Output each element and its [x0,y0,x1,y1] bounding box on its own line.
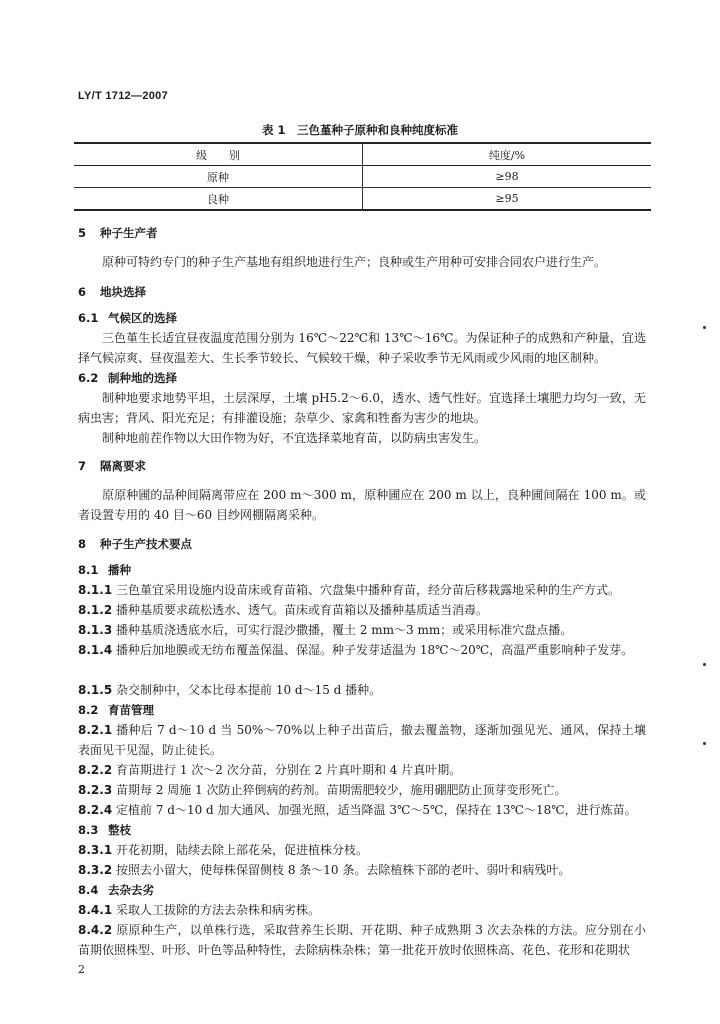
item-text: 按照去小留大，使每株保留侧枝 8 条～10 条。去除植株下部的老叶、弱叶和病残叶。 [116,863,571,877]
item-number: 8.2.3 [78,783,113,797]
table-cell-grade: 原种 [74,166,363,188]
section-6-2-text-2: 制种地前茬作物以大田作物为好，不宜选择菜地育苗，以防病虫害发生。 [102,431,487,445]
section-title: 隔离要求 [100,459,146,473]
section-7-text: 原原种圃的品种间隔离带应在 200 m～300 m，原种圃应在 200 m 以上，良种圃间隔在 100 m。或者设置专用的 40 目～60 目纱网棚隔离采种。 [78,488,646,522]
section-8-2-heading [78,702,154,718]
section-6-heading [78,284,146,300]
table-caption: 表 1 三色堇种子原种和良种纯度标准 [261,123,458,137]
table-row [74,166,651,188]
scan-speck [703,326,706,329]
item-number: 8.1.1 [78,583,113,597]
list-item [78,680,646,700]
section-title: 地块选择 [100,285,146,299]
purity-table [74,142,651,211]
item-text: 定植前 7 d～10 d 加大通风、加强光照，适当降温 3℃～5℃，保持在 13℃～18℃，进行炼苗。 [116,803,637,817]
section-number: 6 [78,285,87,299]
list-item [78,620,646,640]
section-title: 播种 [108,563,131,577]
item-number: 8.1.3 [78,623,113,637]
list-item [78,800,646,820]
item-number: 8.2.4 [78,803,113,817]
item-text: 育苗期进行 1 次～2 次分苗，分别在 2 片真叶期和 4 片真叶期。 [116,763,462,777]
item-number: 8.2.1 [78,723,113,737]
section-6-2-heading [78,370,177,386]
scan-speck [703,742,706,745]
list-item [78,580,646,600]
item-text: 播种后加地膜或无纺布覆盖保温、保湿。种子发芽适温为 18℃～20℃，高温严重影响种子发芽。 [116,643,634,657]
section-6-1-heading [78,310,177,326]
section-7-heading [78,458,146,474]
section-5-text: 原种可特约专门的种子生产基地有组织地进行生产；良种或生产用种可安排合同农户进行生产。 [102,255,607,269]
list-item [78,720,646,760]
item-text: 采取人工拔除的方法去杂株和病劣株。 [116,903,321,917]
list-item [78,900,646,920]
item-number: 8.1.2 [78,603,113,617]
section-number: 8.2 [78,703,99,717]
list-item [78,860,646,880]
item-number: 8.1.4 [78,643,113,657]
section-number: 7 [78,459,87,473]
table-row [74,188,651,211]
section-6-2-text-1: 制种地要求地势平坦，土层深厚，土壤 pH5.2～6.0，透水、透气性好。宜选择土壤肥力均匀一致，无病虫害；背风、阳光充足；有排灌设施；杂草少、家禽和牲畜为害少的地块。 [78,391,646,425]
item-text: 播种基质要求疏松透水、透气。苗床或育苗箱以及播种基质适当消毒。 [116,603,489,617]
section-number: 8 [78,537,87,551]
list-item [78,600,646,620]
section-title: 育苗管理 [108,703,154,717]
section-title: 制种地的选择 [108,371,177,385]
item-number: 8.3.2 [78,863,113,877]
item-number: 8.4.1 [78,903,113,917]
table-header-row [74,143,651,166]
item-number: 8.2.2 [78,763,113,777]
table-cell-purity: ≥95 [363,188,652,211]
item-text: 开花初期，陆续去除上部花朵，促进植株分枝。 [116,843,369,857]
section-8-heading [78,536,192,552]
section-number: 6.1 [78,311,99,325]
table-cell-grade: 良种 [74,188,363,211]
section-title: 整枝 [108,823,131,837]
table-header-purity: 纯度/% [363,143,652,166]
section-title: 种子生产技术要点 [100,537,192,551]
item-text: 苗期每 2 周施 1 次防止猝倒病的药剂。苗期需肥较少，施用硼肥防止顶芽变形死亡。 [116,783,567,797]
table-cell-purity: ≥98 [363,166,652,188]
item-number: 8.1.5 [78,683,113,697]
item-text: 原原种生产，以单株行选，采取营养生长期、开花期、种子成熟期 3 次去杂株的方法。应分别在小苗期依照株型、叶形、叶色等品种特性，去除病株杂株；第一批花开放时依照株高、花色、花形和花期状 [78,923,646,957]
item-text: 播种后 7 d～10 d 当 50%～70%以上种子出苗后，撤去覆盖物，逐渐加强见光、通风，保持土壤表面见干见湿，防止徒长。 [78,723,646,757]
list-item [78,640,646,660]
section-title: 气候区的选择 [108,311,177,325]
section-number: 8.4 [78,883,99,897]
item-text: 杂交制种中，父本比母本提前 10 d～15 d 播种。 [116,683,382,697]
list-item [78,780,646,800]
item-text: 播种基质浇透底水后，可实行混沙撒播，覆土 2 mm～3 mm；或采用标准穴盘点播。 [116,623,573,637]
section-8-1-heading [78,562,131,578]
section-8-3-heading [78,822,131,838]
item-number: 8.3.1 [78,843,113,857]
section-title: 种子生产者 [100,226,158,240]
table-header-grade: 级 别 [74,143,363,166]
list-item [78,840,646,860]
list-item [78,760,646,780]
section-8-4-heading [78,882,154,898]
section-number: 5 [78,226,87,240]
section-number: 8.3 [78,823,99,837]
section-title: 去杂去劣 [108,883,154,897]
section-5-heading [78,225,158,241]
section-number: 6.2 [78,371,99,385]
list-item [78,920,646,960]
page-number: 2 [78,963,85,976]
item-text: 三色堇宜采用设施内设苗床或育苗箱、穴盘集中播种育苗，经分苗后移栽露地采种的生产方式。 [116,583,621,597]
section-number: 8.1 [78,563,99,577]
scan-speck [703,663,706,666]
item-number: 8.4.2 [78,923,113,937]
standard-code: LY/T 1712—2007 [78,90,169,102]
section-6-1-text: 三色堇生长适宜昼夜温度范围分别为 16℃～22℃和 13℃～16℃。为保证种子的成熟和产种量，宜选择气候凉爽、昼夜温差大、生长季节较长、气候较干燥，种子采收季节无风雨或少风雨的地区制种。 [78,331,646,365]
